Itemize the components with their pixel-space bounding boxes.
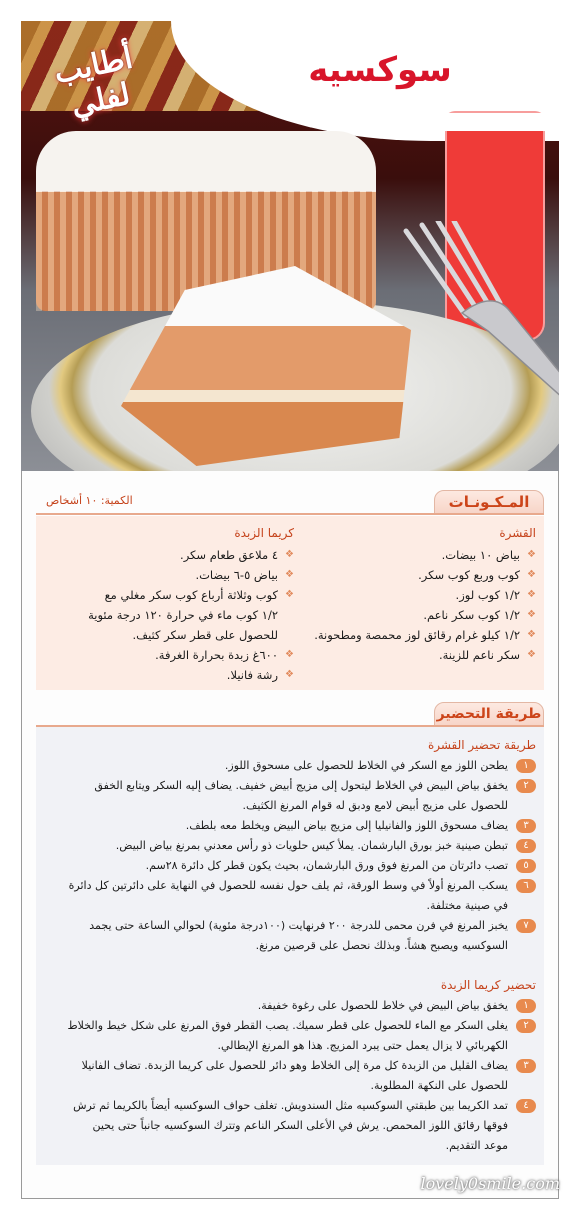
ingredient-item: ❖ ١/٢ كوب لوز. <box>296 585 536 605</box>
step-text: يغلى السكر مع الماء للحصول على قطر سميك. يصب القطر فوق المرنغ على شكل خيط والخلاط الكهربائي لا يزال يعمل حتى يبرد المزيج. هذا هو المرنغ الإيطالي. <box>67 1019 508 1052</box>
ingredients-tab: المـكـونـات <box>434 490 544 514</box>
step-item <box>66 836 536 856</box>
ingredient-item: ❖ ٦٠٠غ زبدة بحرارة الغرفة. <box>79 645 294 665</box>
cream-method-title: تحضير كريما الزبدة <box>440 978 536 992</box>
step-item <box>66 756 536 776</box>
butter-cream-ingredients <box>79 523 294 685</box>
fork-icon <box>396 221 559 411</box>
step-number: ٥ <box>516 859 536 873</box>
step-item <box>66 876 536 916</box>
site-watermark: lovely0smile.com <box>420 1174 560 1193</box>
step-number: ٤ <box>516 839 536 853</box>
step-text: يضاف القليل من الزبدة كل مرة إلى الخلاط وهو دائر للحصول على كريما الزبدة. تضاف الفانيلا للحصول على النكهة المطلوبة. <box>81 1059 508 1092</box>
step-number: ١ <box>516 759 536 773</box>
step-number: ٦ <box>516 879 536 893</box>
step-text: تمد الكريما بين طبقتي السوكسيه مثل السندويش. تغلف حواف السوكسيه أيضاً بالكريما ثم ترش فوقها رقائق اللوز المحمص. يرش في الأعلى السكر الناعم وتترك السوكسيه جانباً حتى يحين موعد التقديم. <box>73 1099 508 1152</box>
butter-cream-heading: كريما الزبدة <box>234 526 294 540</box>
step-text: يخبز المرنغ في فرن محمى للدرجة ٢٠٠ فرنهايت (١٠٠درجة مئوية) لحوالي الساعة حتى يجمد السوكسيه ويصبح هشاً. وبذلك نحصل على قرصين مرنغ. <box>89 919 508 952</box>
ingredient-item: ❖ ١/٢ كوب سكر ناعم. <box>296 605 536 625</box>
step-number: ١ <box>516 999 536 1013</box>
step-number: ٢ <box>516 1019 536 1033</box>
step-item <box>66 916 536 956</box>
ingredient-item: ❖ ١/٢ كيلو غرام رقائق لوز محمصة ومطحونة. <box>296 625 536 645</box>
ingredients-header <box>36 490 544 514</box>
step-item <box>66 1096 536 1156</box>
step-item <box>66 856 536 876</box>
step-item <box>66 1056 536 1096</box>
crust-ingredients <box>296 523 536 665</box>
crust-heading: القشرة <box>499 526 536 540</box>
ingredient-item: ❖ سكر ناعم للزينة. <box>296 645 536 665</box>
step-number: ٧ <box>516 919 536 933</box>
step-number: ٣ <box>516 1059 536 1073</box>
step-text: يطحن اللوز مع السكر في الخلاط للحصول على مسحوق اللوز. <box>224 759 508 772</box>
step-number: ٤ <box>516 1099 536 1113</box>
site-logo: أطايب لفلي <box>51 40 136 124</box>
step-item <box>66 816 536 836</box>
step-number: ٣ <box>516 819 536 833</box>
step-text: يخفق بياض البيض في خلاط للحصول على رغوة خفيفة. <box>257 999 508 1012</box>
recipe-title: سوكسيه <box>308 50 452 90</box>
crust-method-title: طريقة تحضير القشرة <box>427 738 536 752</box>
step-text: تبطن صينية خبز بورق البارشمان. يملأ كيس حلويات ذو رأس معدني بمرنغ بياض البيض. <box>115 839 508 852</box>
step-text: يضاف مسحوق اللوز والفانيليا إلى مزيج بياض البيض ويخلط معه بلطف. <box>185 819 508 832</box>
step-text: يخفق بياض البيض في الخلاط ليتحول إلى مزيج أبيض خفيف. يضاف إليه السكر ويتابع الخفق للحصول على مزيج أبيض لامع ودبق له قوام المرنغ الكثيف. <box>94 779 508 812</box>
method-tab: طريقة التحضير <box>434 702 544 726</box>
step-text: يسكب المرنغ أولاً في وسط الورقة، ثم يلف حول نفسه للحصول في النهاية على دائرتين كل دائرة في صينية مختلفة. <box>68 879 508 912</box>
ingredient-item-continuation: للحصول على قطر سكر كثيف. <box>132 628 278 642</box>
divider <box>36 513 544 515</box>
ingredient-item: ❖ كوب وربع كوب سكر. <box>296 565 536 585</box>
ingredient-item: ❖ ٤ ملاعق طعام سكر. <box>79 545 294 565</box>
crust-steps <box>66 756 536 956</box>
step-item <box>66 1016 536 1056</box>
quantity-label: الكمية: ١٠ أشخاص <box>46 494 133 507</box>
step-text: تصب دائرتان من المرنغ فوق ورق البارشمان، بحيث يكون قطر كل دائرة ٢٨سم. <box>145 859 508 872</box>
step-item <box>66 996 536 1016</box>
step-number: ٢ <box>516 779 536 793</box>
ingredient-item: ❖ بياض ٥-٦ بيضات. <box>79 565 294 585</box>
step-item <box>66 776 536 816</box>
ingredient-item: ❖ بياض ١٠ بيضات. <box>296 545 536 565</box>
ingredient-item-continuation: ١/٢ كوب ماء في حرارة ١٢٠ درجة مئوية <box>88 608 278 622</box>
cream-steps <box>66 996 536 1156</box>
ingredient-item: ❖ كوب وثلاثة أرباع كوب سكر مغلي مع <box>79 585 294 605</box>
ingredient-item: ❖ رشة فانيلا. <box>79 665 294 685</box>
